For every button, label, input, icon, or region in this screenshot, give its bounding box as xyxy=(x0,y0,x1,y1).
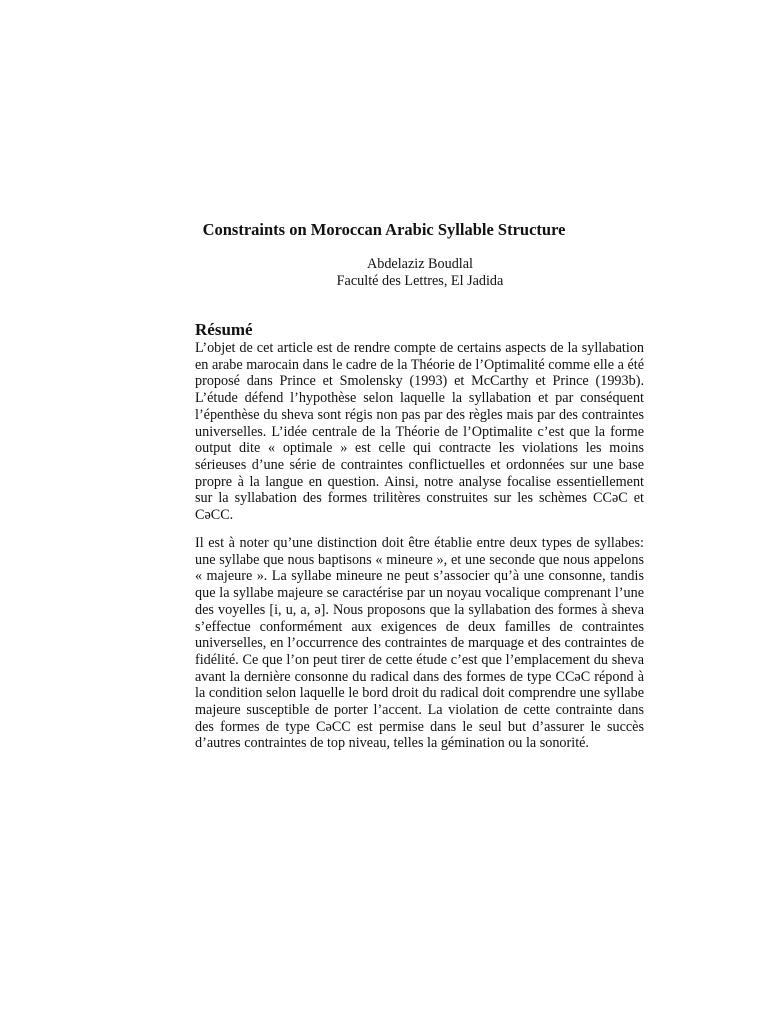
author-affiliation: Faculté des Lettres, El Jadida xyxy=(336,273,504,289)
paper-title: Constraints on Moroccan Arabic Syllable Structure xyxy=(202,220,566,239)
abstract-paragraph-2: Il est à noter qu’une distinction doit être établie entre deux types de syllabes: une syllabe que nous baptisons « mineure », et une seconde que nous appelons « majeure ». La syllabe mineure ne peut s’associer qu’à une consonne, tandis que la syllabe majeure se caractérise par un noyau vocalique comprenant l’une des voyelles [i, u, a, ə]. Nous proposons que la syllabation des formes à sheva s’effectue conformément aux exigences de deux familles de contraintes universelles, en l’occurrence des contraintes de marquage et des contraintes de fidélité. Ce que l’on peut tirer de cette étude c’est que l’emplacement du sheva avant la dernière consonne du radical dans des formes de type CCəC répond à la condition selon laquelle le bord droit du radical doit comprendre une syllabe majeure susceptible de porter l’accent. La violation de cette contrainte dans des formes de type CəCC est permise dans le seul but d’assurer le succès d’autres contraintes de top niveau, telles la gémination ou la sonorité. xyxy=(195,535,644,752)
author-name: Abdelaziz Boudlal xyxy=(367,256,473,272)
section-heading-resume: Résumé xyxy=(195,320,253,339)
abstract-paragraph-1: L’objet de cet article est de rendre compte de certains aspects de la syllabation en arabe marocain dans le cadre de la Théorie de l’Optimalité comme elle a été proposé dans Prince et Smolensky (1993) et McCarthy et Prince (1993b). L’étude défend l’hypothèse selon laquelle la syllabation et par conséquent l’épenthèse du sheva sont régis non pas par des règles mais par des contraintes universelles. L’idée centrale de la Théorie de l’Optimalite c’est que la forme output dite « optimale » est celle qui contracte les violations les moins sérieuses d’une série de contraintes conflictuelles et ordonnées sur une base propre à la langue en question. Ainsi, notre analyse focalise essentiellement sur la syllabation des formes trilitères construites sur les schèmes CCəC et CəCC. xyxy=(195,340,644,524)
